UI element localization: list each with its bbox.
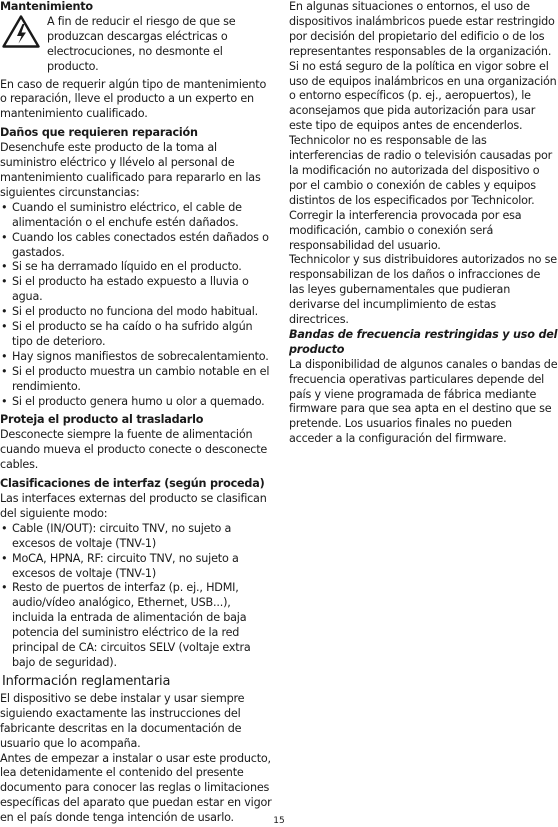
list-item: • Cable (IN/OUT): circuito TNV, no sujeto a excesos de voltaje (TNV-1) (0, 522, 275, 552)
list-item: • Cuando el suministro eléctrico, el cable de alimentación o el enchufe estén dañados. (0, 201, 275, 231)
list-item: • Si el producto muestra un cambio notable en el rendimiento. (0, 365, 275, 395)
maintenance-section (0, 0, 275, 75)
wireless-policy-paragraph: Si no está seguro de la política en vigor sobre el uso de equipos inalámbricos en una organización o entorno específicos (p. ej., aeropuertos), le aconsejamos que pida autorización para usar este tipo de equipos antes de encenderlos. (289, 59, 557, 133)
list-item: • Si el producto ha estado expuesto a lluvia o agua. (0, 275, 275, 305)
right-column (289, 0, 558, 447)
liability-paragraph: Technicolor y sus distribuidores autorizados no se responsabilizan de los daños o infracciones de las leyes gubernamentales que pudieran derivarse del incumplimiento de estas directrices. (289, 253, 557, 327)
frequency-bands-body: La disponibilidad de algunos canales o bandas de frecuencia operativas particulares depende del país y viene programada de fábrica mediante firmware para que sea apta en el destino que se pretende. Los usuarios finales no pueden acceder a la configuración del firmware. (289, 357, 558, 446)
maintenance-body: En caso de requerir algún tipo de mantenimiento o reparación, lleve el producto a un experto en mantenimiento cualificado. (0, 77, 267, 121)
list-item: • Si el producto se ha caído o ha sufrido algún tipo de deterioro. (0, 320, 275, 350)
list-item: • Si el producto no funciona del modo habitual. (0, 305, 275, 320)
maintenance-warning: A fin de reducir el riesgo de que se produzcan descargas eléctricas o electrocuciones, no desmonte el producto. (47, 14, 236, 73)
frequency-bands-heading: Bandas de frecuencia restringidas y uso del producto (289, 327, 558, 356)
regulatory-body-1: El dispositivo se debe instalar y usar siempre siguiendo exactamente las instrucciones del fabricante descritas en la documentación de usuario que lo acompaña. (0, 691, 245, 750)
transport-body: Desconecte siempre la fuente de alimentación cuando mueva el producto conecte o desconecte cables. (0, 428, 268, 472)
list-item: • Cuando los cables conectados estén dañados o gastados. (0, 231, 275, 261)
list-item: • Si el producto genera humo u olor a quemado. (0, 395, 275, 410)
list-item: • Si se ha derramado líquido en el producto. (0, 260, 275, 275)
damage-intro: Desenchufe este producto de la toma al suministro eléctrico y llévelo al personal de mantenimiento cualificado para repararlo en las siguientes circunstancias: (0, 141, 261, 199)
damage-heading: Daños que requieren reparación (0, 126, 198, 140)
electric-shock-warning-icon (2, 15, 40, 48)
interference-paragraph: Technicolor no es responsable de las interferencias de radio o televisión causadas por la modificación no autorizada del dispositivo o por el cambio o conexión de cables y equipos distintos de los especificados por Technicolor. Corregir la interferencia provocada por esa modificación, cambio o conexión será responsabilidad del usuario. (289, 134, 553, 252)
maintenance-heading: Mantenimiento (0, 0, 93, 13)
left-column (0, 0, 275, 826)
transport-heading: Proteja el producto al trasladarlo (0, 413, 204, 427)
interface-intro: Las interfaces externas del producto se clasifican del siguiente modo: (0, 492, 267, 520)
wireless-restriction-paragraph: En algunas situaciones o entornos, el uso de dispositivos inalámbricos puede estar restringido por decisión del propietario del edificio o de los representantes responsables de la organización. (289, 0, 555, 58)
list-item: • MoCA, HPNA, RF: circuito TNV, no sujeto a excesos de voltaje (TNV-1) (0, 552, 275, 582)
regulatory-heading: Información reglamentaria (2, 673, 171, 689)
list-item: • Hay signos manifiestos de sobrecalentamiento. (0, 350, 275, 365)
interface-list (0, 522, 275, 671)
damage-list (0, 201, 275, 410)
regulatory-body-2: Antes de empezar a instalar o usar este producto, lea detenidamente el contenido del presente documento para conocer las reglas o limitaciones específicas del aparato que puedan estar en vigor en el país donde tenga intención de usarlo. (0, 751, 272, 825)
interface-heading: Clasificaciones de interfaz (según proceda) (0, 477, 265, 491)
page-number: 15 (273, 816, 285, 826)
list-item: • Resto de puertos de interfaz (p. ej., HDMI, audio/vídeo analógico, Ethernet, USB...), incluida la entrada de alimentación de baja potencia del suministro eléctrico de la red principal de CA: circuitos SELV (voltaje extra bajo de seguridad). (0, 581, 275, 670)
